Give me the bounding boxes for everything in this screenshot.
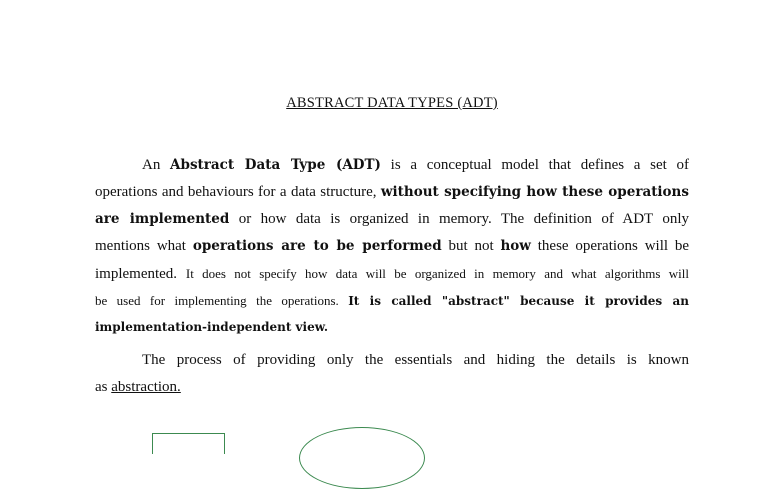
bold-term-adt: Abstract Data Type (ADT) <box>170 157 381 173</box>
paragraph-abstraction <box>95 347 689 401</box>
text-run: but not <box>441 238 501 254</box>
text-run: as <box>95 379 112 395</box>
document-title: ABSTRACT DATA TYPES (ADT) <box>286 95 498 111</box>
bold-phrase: are implemented <box>95 211 230 227</box>
text-run: is a conceptual model that defines a set of <box>380 157 689 173</box>
paragraph-line <box>95 374 689 401</box>
text-run: or how data is organized in memory. The definition of ADT only <box>229 211 689 227</box>
paragraph-line <box>95 287 689 313</box>
text-run: operations and behaviours for a data structure, <box>95 184 381 200</box>
paragraph-line <box>95 313 689 339</box>
underlined-term-abstraction: abstraction. <box>111 379 181 395</box>
bold-word: how <box>500 238 531 254</box>
text-run: implemented. <box>95 266 186 282</box>
paragraph-line <box>95 233 689 260</box>
diagram-rectangle-shape <box>152 433 225 454</box>
text-run: It does not specify how data will be organized in memory and what algorithms will <box>185 266 689 281</box>
diagram-ellipse-shape <box>299 427 425 489</box>
paragraph-line <box>95 260 689 287</box>
text-run: these operations will be <box>530 238 689 254</box>
text-run: An <box>142 157 171 173</box>
text-run: be used for implementing the operations. <box>95 293 349 308</box>
text-run: The process of providing only the essentials and hiding the details is known <box>142 352 689 368</box>
paragraph-line <box>95 206 689 233</box>
paragraph-line <box>95 152 689 179</box>
bold-phrase: It is called "abstract" because it provides an <box>348 294 689 308</box>
bold-phrase: implementation-independent view. <box>95 320 329 334</box>
text-run: mentions what <box>95 238 193 254</box>
bold-phrase: without specifying how these operations <box>380 184 689 200</box>
paragraph-adt-definition <box>95 152 689 339</box>
paragraph-line <box>95 347 689 374</box>
paragraph-line <box>95 179 689 206</box>
bold-phrase: operations are to be performed <box>192 238 442 254</box>
